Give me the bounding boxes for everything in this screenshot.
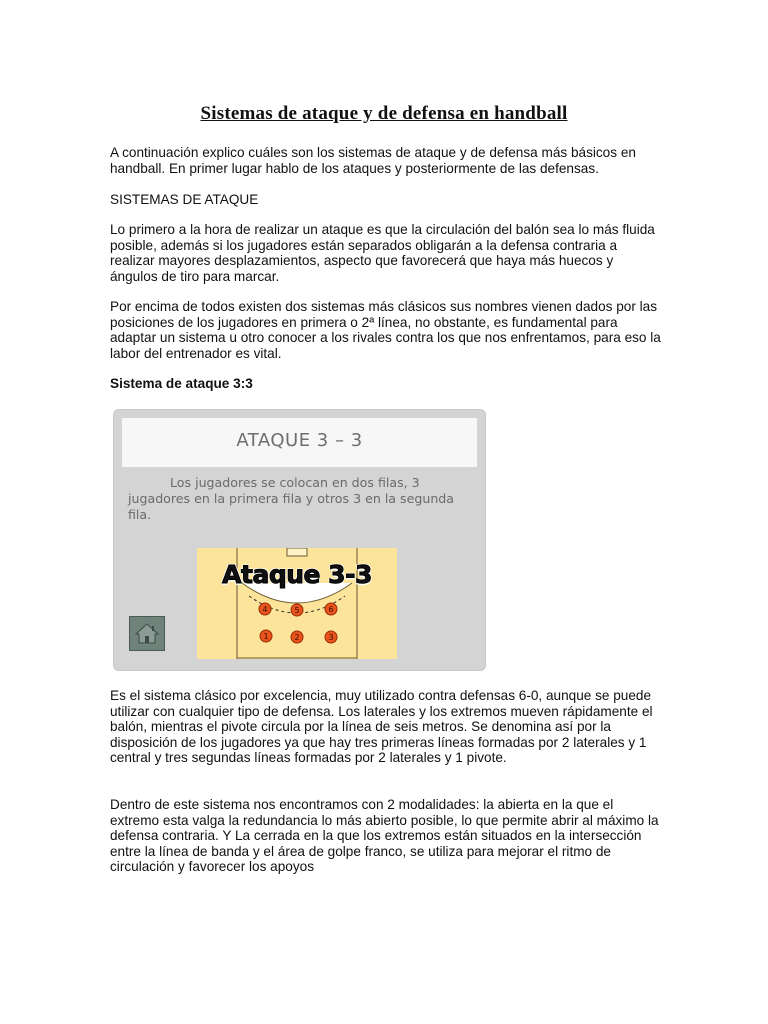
home-button[interactable]	[129, 616, 165, 651]
subheading-attack-3-3: Sistema de ataque 3:3	[110, 376, 253, 391]
paragraph-circulation: Lo primero a la hora de realizar un ataque es que la circulación del balón sea lo más fluida posible, además si los jugadores están separados obligarán a la defensa contraria a realizar mayores desplazamientos, aspecto que favorecerá que haya más huecos y ángulos de tiro para marcar.	[110, 222, 655, 284]
player-markers	[197, 548, 397, 659]
player-marker-3	[325, 631, 337, 643]
paragraph-classic-systems: Por encima de todos existen dos sistemas más clásicos sus nombres vienen dados por las posiciones de los jugadores en primera o 2ª línea, no obstante, es fundamental para adaptar un sistema u otro conocer a los rivales contra los que nos enfrentamos, para eso la labor del entrenador es vital.	[110, 299, 661, 361]
player-number: 3	[328, 633, 334, 642]
paragraph-classic-system: Es el sistema clásico por excelencia, muy utilizado contra defensas 6-0, aunque se puede utilizar con cualquier tipo de defensa. Los laterales y los extremos mueven rápidamente el balón, mientras el pivote circula por la línea de seis metros. Se denomina así por la disposición de los jugadores ya que hay tres primeras líneas formadas por 2 laterales y 1 central y tres segundas líneas formadas por 2 laterales y 1 pivote.	[110, 688, 653, 766]
player-number: 6	[328, 605, 334, 614]
player-marker-5	[291, 604, 303, 616]
home-icon	[130, 617, 164, 650]
player-number: 2	[294, 633, 300, 642]
player-marker-1	[260, 630, 272, 642]
intro-paragraph: A continuación explico cuáles son los sistemas de ataque y de defensa más básicos en handball. En primer lugar hablo de los ataques y posteriormente de las defensas.	[110, 145, 636, 176]
paragraph-modalities: Dentro de este sistema nos encontramos con 2 modalidades: la abierta en la que el extremo esta valga la redundancia lo más abierto posible, lo que permite abrir al máximo la defensa contraria. Y La cerrada en la que los extremos están situados en la intersección entre la línea de banda y el área de golpe franco, se utiliza para mejorar el ritmo de circulación y favorecer los apoyos	[110, 797, 659, 875]
court-label: Ataque 3-3	[222, 560, 372, 589]
player-marker-2	[291, 631, 303, 643]
slide-image	[113, 409, 486, 671]
court-diagram	[197, 548, 397, 659]
slide-title: ATAQUE 3 – 3	[236, 430, 363, 451]
document-title: Sistemas de ataque y de defensa en handball	[200, 103, 568, 124]
slide-description: Los jugadores se colocan en dos filas, 3 jugadores en la primera fila y otros 3 en la segunda fila.	[128, 475, 455, 522]
section-heading: SISTEMAS DE ATAQUE	[110, 192, 259, 207]
slide-header	[122, 418, 477, 467]
player-marker-4	[259, 603, 271, 615]
player-number: 5	[294, 606, 300, 615]
player-number: 1	[263, 632, 269, 641]
player-number: 4	[262, 605, 268, 614]
player-marker-6	[325, 603, 337, 615]
